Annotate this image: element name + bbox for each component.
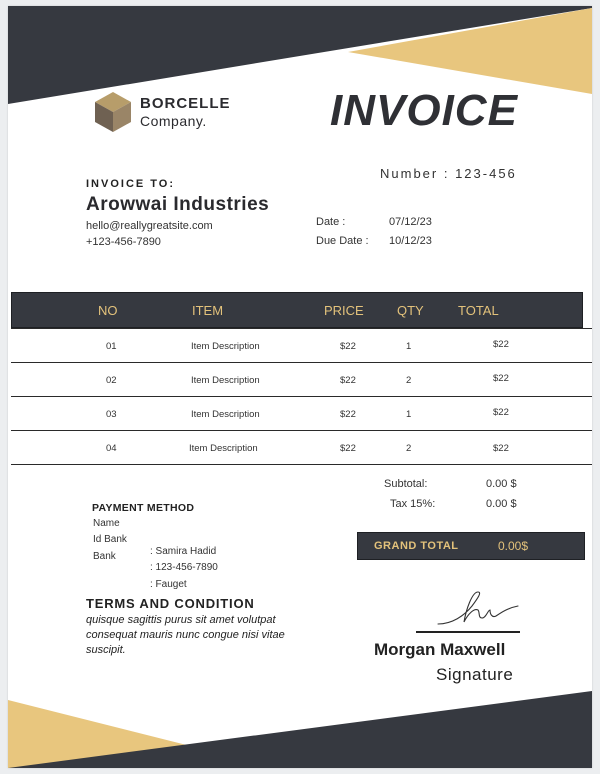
invoice-number: Number : 123-456	[380, 166, 517, 181]
payment-label-id-bank: Id Bank	[93, 534, 127, 545]
cell-price: $22	[340, 341, 356, 352]
tax-label: Tax 15%:	[390, 498, 436, 510]
payment-label-name: Name	[93, 518, 120, 529]
date-value: 07/12/23	[389, 216, 432, 228]
cell-total: $22	[493, 443, 509, 454]
column-header-qty: QTY	[397, 303, 424, 318]
cell-no: 03	[106, 409, 117, 420]
brand-subtitle: Company.	[140, 113, 207, 129]
table-row	[11, 431, 592, 464]
cell-total: $22	[493, 373, 509, 384]
cell-total: $22	[493, 339, 509, 350]
cell-no: 04	[106, 443, 117, 454]
column-header-total: TOTAL	[458, 303, 499, 318]
subtotal-value: 0.00 $	[486, 478, 517, 490]
cell-qty: 2	[406, 375, 412, 386]
cell-total: $22	[493, 407, 509, 418]
signature-line	[416, 631, 520, 633]
column-header-item: ITEM	[192, 303, 224, 318]
terms-body: quisque sagittis purus sit amet volutpat consequat mauris nunc congue nisi vitae suscipit.	[86, 614, 285, 656]
client-email: hello@reallygreatsite.com	[86, 220, 213, 232]
cube-logo-icon	[92, 90, 134, 134]
brand-name: BORCELLE	[140, 95, 231, 112]
tax-value: 0.00 $	[486, 498, 517, 510]
table-row	[11, 363, 592, 396]
terms-title: TERMS AND CONDITION	[86, 596, 255, 611]
cell-price: $22	[340, 409, 356, 420]
invoice-title: INVOICE	[330, 86, 518, 135]
cell-qty: 2	[406, 443, 412, 454]
grand-total-label: GRAND TOTAL	[374, 540, 459, 552]
payment-value-bank: : Fauget	[150, 579, 187, 590]
cell-item: Item Description	[191, 341, 260, 352]
cell-item: Item Description	[191, 375, 260, 386]
table-divider	[11, 464, 592, 465]
client-name: Arowwai Industries	[86, 194, 270, 215]
column-header-price: PRICE	[324, 303, 364, 318]
column-header-no: NO	[98, 303, 118, 318]
payment-label-bank: Bank	[93, 551, 116, 562]
due-date-label: Due Date :	[316, 235, 369, 247]
client-phone: +123-456-7890	[86, 236, 161, 248]
signature-label: Signature	[436, 665, 514, 684]
grand-total-box	[357, 532, 585, 560]
cell-qty: 1	[406, 409, 412, 420]
invoice-to-label: INVOICE TO:	[86, 178, 176, 190]
signature-scribble-icon	[434, 588, 524, 630]
payment-method-title: PAYMENT METHOD	[92, 502, 195, 514]
signer-name: Morgan Maxwell	[374, 640, 506, 659]
subtotal-label: Subtotal:	[384, 478, 428, 490]
cell-no: 01	[106, 341, 117, 352]
table-row	[11, 329, 592, 362]
invoice-page	[8, 6, 592, 768]
grand-total-value: 0.00$	[498, 539, 529, 553]
items-table-header	[11, 292, 583, 328]
cell-item: Item Description	[191, 409, 260, 420]
due-date-value: 10/12/23	[389, 235, 432, 247]
table-row	[11, 397, 592, 430]
cell-item: Item Description	[189, 443, 258, 454]
payment-value-name: : Samira Hadid	[150, 546, 217, 557]
cell-qty: 1	[406, 341, 412, 352]
cell-price: $22	[340, 375, 356, 386]
payment-value-id-bank: : 123-456-7890	[150, 562, 218, 573]
cell-no: 02	[106, 375, 117, 386]
date-label: Date :	[316, 216, 346, 228]
cell-price: $22	[340, 443, 356, 454]
